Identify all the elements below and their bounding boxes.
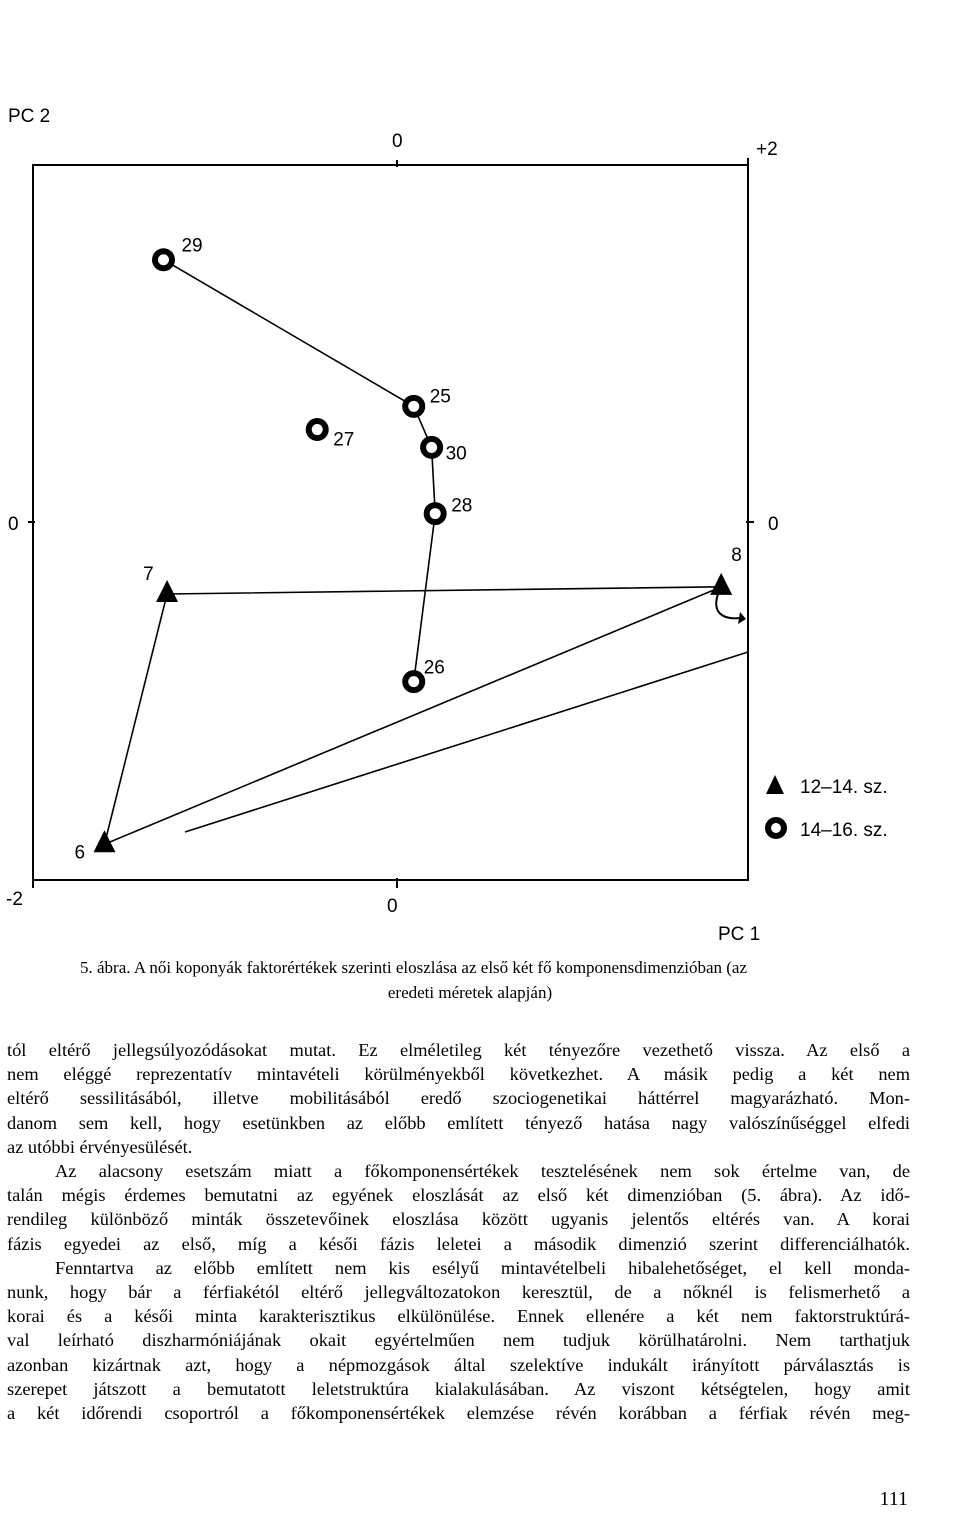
plot-frame (33, 165, 748, 880)
figure-caption (80, 955, 900, 1005)
point-label-8: 8 (731, 544, 742, 566)
hull-12-14 (105, 587, 722, 844)
data-markers (75, 236, 742, 864)
caption-line-2: eredeti méretek alapján) (387, 983, 553, 1002)
body-line: Az alacsony esetszám miatt a főkomponensértékek tesztelésének nem sok értelme van, de (55, 1161, 910, 1182)
right-tick-label-0: 0 (768, 514, 779, 535)
page-number: 111 (879, 1488, 908, 1510)
body-line: fázis egyedei az első, míg a késői fázis leletei a második dimenzió szerint differenciálhatók. (7, 1233, 910, 1254)
hull-extension-line (185, 652, 748, 832)
point-label-25: 25 (429, 386, 451, 408)
legend-triangle-marker (766, 775, 784, 794)
body-line: danom sem kell, hogy esetünkben az előbb említett tényező hatása nagy valószínűséggel elfedi (7, 1112, 910, 1133)
body-line: rendileg különböző minták összetevőinek eloszlása között ugyanis jelentős eltérés van. A korai (7, 1209, 910, 1230)
legend-label-14-16: 14–16. sz. (800, 820, 888, 841)
body-line: szerepet játszott a bemutatott leletstruktúra kialakulásában. Az viszont kétségtelen, hogy amit (7, 1378, 910, 1399)
circle-marker-30 (423, 439, 440, 456)
body-line: a két időrendi csoportról a főkomponensértékek elemzése révén korábban a férfiak révén meg- (7, 1403, 910, 1424)
top-tick-label-0: 0 (392, 131, 403, 152)
body-text (7, 1038, 910, 1425)
legend-circle-marker (768, 820, 784, 836)
circle-marker-29 (155, 251, 172, 268)
legend-label-12-14: 12–14. sz. (800, 777, 888, 798)
circle-marker-27 (309, 421, 326, 438)
body-line: talán mégis érdemes bemutatni az egyének eloszlását az első két dimenzióban (5. ábra). Az idő- (7, 1185, 910, 1206)
point-label-26: 26 (423, 657, 445, 679)
bottom-tick-label-0: 0 (387, 896, 398, 917)
point-label-6: 6 (74, 842, 86, 864)
point-label-29: 29 (181, 235, 203, 257)
body-line: az utóbbi érvényesülését. (7, 1136, 193, 1157)
body-line: korai és a késői minta karakterisztikus elkülönülése. Ennek ellenére a két nem faktorstruktúrá- (7, 1306, 910, 1327)
circle-marker-26 (405, 673, 422, 690)
triangle-marker-8 (710, 573, 732, 595)
body-line: eltérő sessilitásából, illetve mobilitásából eredő szociogenetikai háttérrel magyarázható. Mon- (7, 1088, 910, 1109)
point-8-arrowhead (738, 612, 746, 624)
left-tick-label-0: 0 (8, 514, 19, 535)
bottom-tick-label-minus2: -2 (6, 889, 23, 910)
body-line: val leírható diszharmóniájának okait egyértelműen nem tudjuk körülhatárolni. Nem tarthatjuk (7, 1330, 910, 1351)
circle-marker-28 (427, 505, 444, 522)
body-line: nunk, hogy bár a férfiakétól eltérő jellegváltozatokon keresztül, de a nőknél is felismerhető a (7, 1282, 910, 1303)
point-8-arrow (716, 594, 740, 618)
top-tick-label-plus2: +2 (756, 139, 778, 160)
body-line: Fenntartva az előbb említett nem kis esélyű mintavételbeli hibalehetőséget, el kell monda- (55, 1257, 910, 1278)
hull-14-16 (163, 260, 435, 682)
caption-line-1: 5. ábra. A női koponyák faktorértékek szerinti eloszlása az első két fő komponensdimenzióban (az (80, 958, 748, 977)
body-line: nem eléggé reprezentatív mintavételi körülményekből következhet. A másik pedig a két nem (7, 1064, 910, 1085)
point-label-28: 28 (451, 495, 473, 517)
point-label-7: 7 (143, 564, 154, 585)
body-line: tól eltérő jellegsúlyozódásokat mutat. Ez elméletileg két tényezőre vezethető vissza. Az első a (7, 1040, 910, 1060)
point-label-30: 30 (445, 443, 467, 465)
triangle-marker-7 (156, 580, 178, 602)
body-line: azonban kizártnak azt, hogy a népmozgások által szelektíve indukált irányított párválasztás is (7, 1354, 910, 1375)
y-axis-label: PC 2 (8, 106, 51, 127)
circle-marker-25 (405, 398, 422, 415)
point-label-27: 27 (333, 429, 355, 451)
x-axis-label: PC 1 (718, 924, 761, 945)
